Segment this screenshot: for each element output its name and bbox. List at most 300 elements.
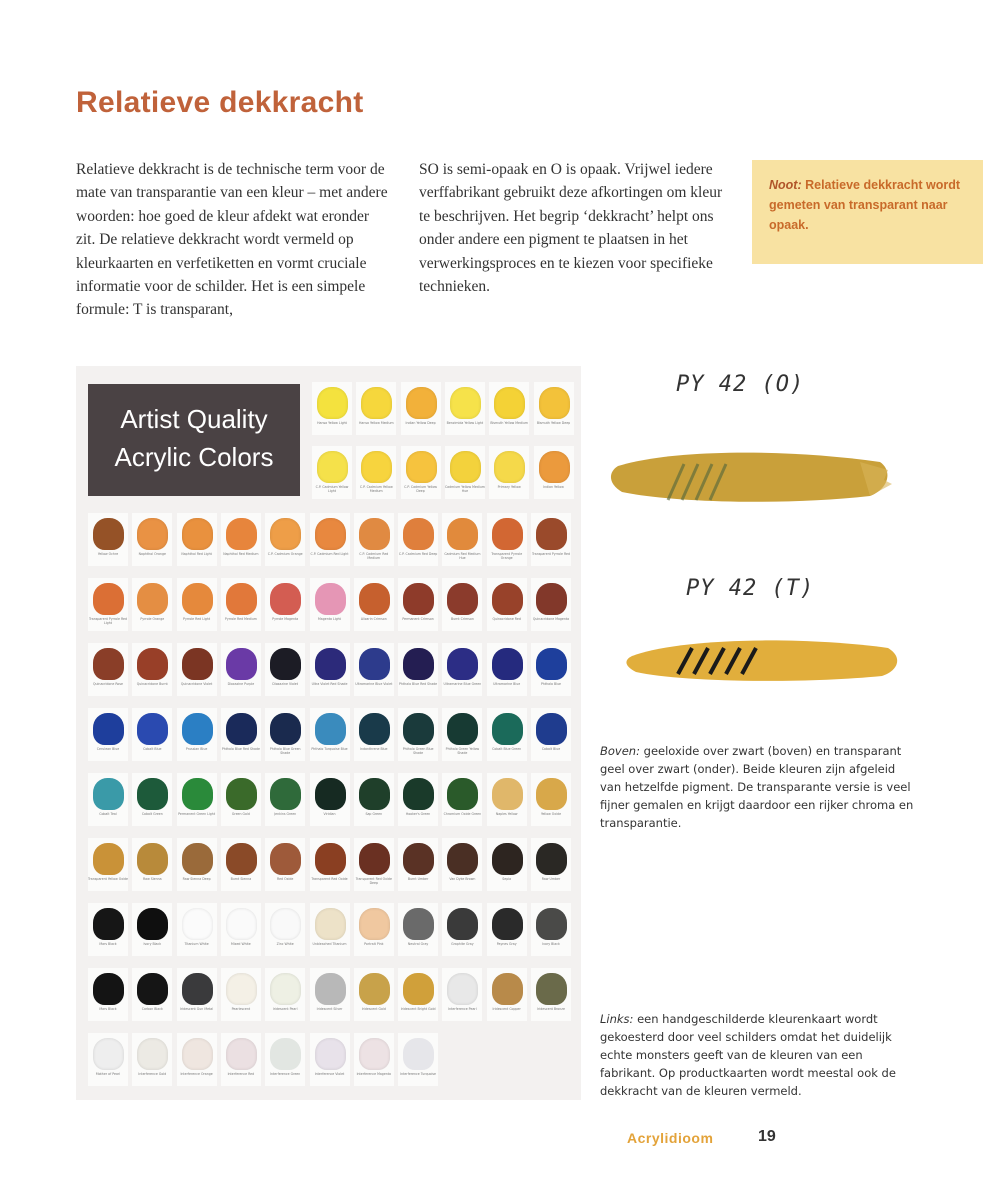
paint-blob: [536, 518, 567, 550]
paint-swatch-label: Transparent Pyrrole Orange: [491, 552, 523, 560]
paint-blob: [359, 583, 390, 615]
paint-swatch: [487, 968, 527, 1021]
paint-blob: [137, 648, 168, 680]
paint-swatch-label: Ivory Black: [143, 942, 162, 946]
paint-blob: [226, 843, 257, 875]
paint-blob: [182, 973, 213, 1005]
paint-swatch: [310, 1033, 350, 1086]
paint-swatch: [310, 968, 350, 1021]
paint-swatch: [442, 708, 482, 761]
paint-blob: [492, 778, 523, 810]
paint-swatch: [354, 1033, 394, 1086]
paint-swatch-label: Neutral Gray: [407, 942, 429, 946]
paint-swatch-label: Iridescent Gun Metal: [180, 1007, 214, 1011]
paint-swatch-label: Viridian: [323, 812, 336, 816]
paint-blob: [226, 648, 257, 680]
caption-bottom: [600, 1010, 918, 1100]
paint-blob: [447, 518, 478, 550]
paint-swatch-label: Ultramarine Blue Violet: [355, 682, 393, 686]
sample-bottom-paint: [626, 640, 897, 681]
paint-swatch-label: Hansa Yellow Light: [317, 421, 347, 425]
paint-swatch-label: Naphthol Orange: [138, 552, 166, 556]
sample-top-paint: [611, 453, 887, 502]
paint-swatch-label: Jenkins Green: [274, 812, 297, 816]
paint-swatch: [442, 578, 482, 631]
paint-swatch: [221, 903, 261, 956]
paint-blob: [359, 648, 390, 680]
caption-top-label: Boven:: [600, 744, 640, 758]
paint-blob: [403, 1038, 434, 1070]
paint-blob: [494, 451, 525, 483]
paint-swatch-label: Permanent Green Light: [178, 812, 216, 816]
paint-swatch-label: Phthalo Green Yellow Shade: [445, 747, 480, 755]
paint-swatch-label: Dioxazine Purple: [227, 682, 255, 686]
paint-swatch-label: Indanthrene Blue: [360, 747, 388, 751]
paint-swatch-label: Carbon Black: [141, 1007, 163, 1011]
paint-swatch: [132, 513, 172, 566]
paint-swatch: [354, 513, 394, 566]
paint-swatch-label: Interference Orange: [180, 1072, 213, 1076]
paint-swatch: [398, 1033, 438, 1086]
paint-blob: [93, 648, 124, 680]
paint-swatch: [531, 838, 571, 891]
paint-swatch-label: Iridescent Pearl: [272, 1007, 298, 1011]
paint-swatch-label: Raw Sienna Deep: [182, 877, 211, 881]
paint-swatch-label: Quinacridone Violet: [180, 682, 213, 686]
paint-blob: [137, 583, 168, 615]
paint-blob: [137, 713, 168, 745]
paint-swatch: [177, 903, 217, 956]
paint-swatch: [356, 446, 396, 499]
paint-blob: [359, 778, 390, 810]
paint-swatch: [489, 446, 529, 499]
paint-swatch: [132, 903, 172, 956]
paint-swatch: [132, 643, 172, 696]
paint-swatch-label: Cobalt Blue: [143, 747, 162, 751]
paint-swatch: [177, 838, 217, 891]
paint-swatch: [398, 643, 438, 696]
paint-swatch-label: Quinacridone Red: [492, 617, 521, 621]
paint-swatch-label: Bismuth Yellow Medium: [490, 421, 529, 425]
paint-swatch-label: Ultramarine Blue Green: [443, 682, 482, 686]
paint-blob: [359, 518, 390, 550]
paint-swatch: [177, 513, 217, 566]
paint-swatch: [310, 838, 350, 891]
paint-blob: [403, 713, 434, 745]
paint-swatch-label: Interference Violet: [314, 1072, 345, 1076]
paint-swatch-label: Unbleached Titanium: [312, 942, 347, 946]
paint-blob: [406, 451, 437, 483]
paint-swatch-label: Zinc White: [276, 942, 294, 946]
paint-swatch: [177, 968, 217, 1021]
paint-swatch-label: Titanium White: [184, 942, 209, 946]
paint-blob: [226, 583, 257, 615]
paint-swatch: [354, 968, 394, 1021]
paint-swatch-label: Cobalt Green: [141, 812, 163, 816]
caption-bottom-text: een handgeschilderde kleurenkaart wordt gekoesterd door veel schilders omdat het duidelijk echte monsters geeft van de kleuren van een fabrikant. Op productkaarten wordt meestal ook de dekkracht van de kleuren vermeld.: [600, 1012, 896, 1098]
paint-blob: [137, 843, 168, 875]
paint-swatch-label: Raw Umber: [541, 877, 561, 881]
paint-blob: [536, 713, 567, 745]
paint-swatch: [398, 513, 438, 566]
paint-swatch-label: C.P. Cadmium Red Medium: [359, 552, 389, 560]
paint-swatch-label: C.P. Cadmium Red Light: [310, 552, 349, 556]
paint-blob: [93, 583, 124, 615]
paint-swatch: [265, 773, 305, 826]
paint-blob: [315, 778, 346, 810]
paint-swatch-label: Phthalo Green Blue Shade: [402, 747, 434, 755]
paint-swatch-label: Indian Yellow: [543, 485, 564, 489]
paint-blob: [492, 583, 523, 615]
paint-swatch-label: Interference Turquoise: [400, 1072, 436, 1076]
paint-swatch-label: Iridescent Copper: [492, 1007, 521, 1011]
paint-blob: [359, 1038, 390, 1070]
paint-swatch: [265, 903, 305, 956]
body-paragraph-col2: SO is semi-opaak en O is opaak. Vrijwel iedere verffabrikant gebruikt deze afkortingen om kleur te beschrijven. Het begrip ‘dekkracht’ helpt ons onder andere een pigment te plaatsen in het verwerkingsproces en te kiezen voor specifieke technieken.: [419, 161, 723, 296]
paint-blob: [494, 387, 525, 419]
paint-swatch: [221, 643, 261, 696]
paint-swatch-label: Ultramarine Blue: [493, 682, 521, 686]
paint-blob: [447, 583, 478, 615]
paint-blob: [137, 778, 168, 810]
paint-blob: [315, 843, 346, 875]
paint-swatch: [310, 578, 350, 631]
paint-swatch-label: Mixed White: [231, 942, 251, 946]
paint-swatch: [88, 578, 128, 631]
paint-blob: [492, 843, 523, 875]
paint-blob: [315, 973, 346, 1005]
paint-swatch: [354, 903, 394, 956]
paint-blob: [536, 778, 567, 810]
paint-swatch: [88, 903, 128, 956]
paint-swatch-label: Cobalt Blue Green: [492, 747, 522, 751]
sample-bottom-label: PY 42 (T): [686, 576, 815, 601]
paint-blob: [93, 908, 124, 940]
paint-swatch-label: Dioxazine Violet: [272, 682, 298, 686]
paint-swatch-label: Magenta Light: [318, 617, 341, 621]
chart-title: [88, 384, 300, 496]
paint-swatch-label: C.P. Cadmium Yellow Deep: [404, 485, 438, 493]
paint-swatch: [221, 708, 261, 761]
paint-blob: [93, 843, 124, 875]
paint-swatch: [487, 903, 527, 956]
paint-blob: [270, 843, 301, 875]
paint-swatch: [487, 773, 527, 826]
paint-swatch-label: Raw Sienna: [143, 877, 162, 881]
paint-swatch-label: Sepia: [502, 877, 512, 881]
paint-blob: [270, 713, 301, 745]
paint-swatch: [177, 708, 217, 761]
paint-swatch-label: Green Gold: [231, 812, 250, 816]
paint-swatch-label: Pyrrole Magenta: [272, 617, 299, 621]
paint-swatch-label: Hooker's Green: [405, 812, 431, 816]
paint-blob: [492, 908, 523, 940]
paint-swatch-label: Iridescent Gold: [361, 1007, 386, 1011]
note-text: Relatieve dekkracht wordt gemeten van transparant naar opaak.: [769, 178, 961, 232]
paint-swatch-label: Cobalt Blue: [541, 747, 561, 751]
paint-blob: [492, 973, 523, 1005]
paint-blob: [182, 843, 213, 875]
paint-blob: [270, 908, 301, 940]
paint-swatch: [177, 578, 217, 631]
paint-swatch: [265, 578, 305, 631]
paint-swatch: [177, 1033, 217, 1086]
paint-blob: [137, 518, 168, 550]
paint-swatch-label: Cerulean Blue: [96, 747, 120, 751]
paint-blob: [270, 778, 301, 810]
paint-swatch-label: Pyrrole Red Medium: [224, 617, 257, 621]
paint-blob: [536, 583, 567, 615]
paint-swatch: [354, 708, 394, 761]
paint-swatch: [132, 968, 172, 1021]
paint-blob: [182, 518, 213, 550]
paint-swatch: [531, 968, 571, 1021]
paint-blob: [137, 973, 168, 1005]
paint-blob: [403, 778, 434, 810]
page-heading: Relatieve dekkracht: [76, 86, 364, 119]
paint-blob: [447, 908, 478, 940]
paint-swatch: [132, 1033, 172, 1086]
paint-swatch-label: Indian Yellow Deep: [405, 421, 436, 425]
paint-swatch: [177, 643, 217, 696]
paint-swatch: [442, 643, 482, 696]
paint-swatch: [310, 643, 350, 696]
paint-blob: [403, 843, 434, 875]
paint-swatch-label: Quinacridone Burnt: [136, 682, 168, 686]
paint-swatch: [401, 446, 441, 499]
paint-swatch-label: Interference Green: [270, 1072, 301, 1076]
paint-swatch: [132, 838, 172, 891]
paint-swatch-label: Transparent Pyrrole Red: [531, 552, 571, 556]
paint-swatch: [132, 773, 172, 826]
paint-swatch: [398, 903, 438, 956]
paint-swatch: [310, 773, 350, 826]
paint-swatch: [88, 773, 128, 826]
paint-swatch: [445, 446, 485, 499]
paint-swatch: [398, 773, 438, 826]
paint-swatch-label: Interference Magenta: [356, 1072, 392, 1076]
paint-swatch-label: Portrait Pink: [364, 942, 384, 946]
paint-swatch: [221, 838, 261, 891]
paint-blob: [226, 973, 257, 1005]
paint-swatch-label: Primary Yellow: [497, 485, 521, 489]
paint-swatch-label: Phthalo Blue Green Shade: [269, 747, 301, 755]
paint-blob: [447, 843, 478, 875]
paint-blob: [182, 648, 213, 680]
paint-swatch-label: Burnt Sienna: [230, 877, 252, 881]
paint-swatch-label: C.P. Cadmium Red Deep: [398, 552, 438, 556]
paint-blob: [536, 973, 567, 1005]
paint-swatch-label: Cadmium Red Medium Hue: [444, 552, 481, 560]
paint-blob: [359, 843, 390, 875]
paint-swatch-label: Iridescent Silver: [316, 1007, 343, 1011]
paint-blob: [536, 908, 567, 940]
paint-swatch: [442, 968, 482, 1021]
paint-swatch: [310, 513, 350, 566]
paint-swatch-label: Graphite Gray: [451, 942, 474, 946]
paint-swatch: [88, 1033, 128, 1086]
paint-blob: [536, 843, 567, 875]
paint-blob: [270, 583, 301, 615]
paint-swatch-label: Interference Pearl: [448, 1007, 477, 1011]
paint-blob: [403, 908, 434, 940]
paint-blob: [492, 518, 523, 550]
paint-blob: [492, 648, 523, 680]
paint-swatch-label: Red Oxide: [277, 877, 294, 881]
note-label: Noot:: [769, 178, 802, 192]
sample-top-stroke: [600, 440, 900, 520]
paint-swatch: [531, 513, 571, 566]
paint-swatch: [265, 838, 305, 891]
paint-blob: [447, 973, 478, 1005]
paint-blob: [226, 713, 257, 745]
paint-swatch: [442, 903, 482, 956]
paint-swatch-label: Chromium Oxide Green: [443, 812, 482, 816]
paint-blob: [182, 713, 213, 745]
paint-swatch-label: Pyrrole Orange: [140, 617, 165, 621]
paint-swatch-label: Phthalo Blue Red Shade: [221, 747, 260, 751]
paint-blob: [270, 648, 301, 680]
paint-blob: [359, 908, 390, 940]
paint-swatch: [354, 838, 394, 891]
paint-blob: [403, 648, 434, 680]
paint-swatch: [310, 903, 350, 956]
paint-swatch-label: Pearlescent: [231, 1007, 251, 1011]
paint-blob: [317, 387, 348, 419]
paint-blob: [315, 908, 346, 940]
paint-blob: [93, 713, 124, 745]
paint-swatch: [401, 382, 441, 435]
paint-blob: [137, 1038, 168, 1070]
paint-blob: [539, 387, 570, 419]
paint-swatch: [356, 382, 396, 435]
paint-swatch-label: Yellow Ochre: [97, 552, 119, 556]
paint-blob: [315, 648, 346, 680]
paint-swatch-label: Cobalt Teal: [99, 812, 117, 816]
sample-bottom-stroke: [620, 626, 910, 696]
paint-swatch-label: Permanent Crimson: [402, 617, 434, 621]
sample-top-label: PY 42 (O): [676, 372, 805, 397]
chart-title-line2: Acrylic Colors: [114, 442, 274, 472]
paint-swatch: [221, 968, 261, 1021]
caption-top-text: geeloxide over zwart (boven) en transparant geel over zwart (onder). Beide kleuren zijn afgeleid van hetzelfde pigment. De transparante versie is veel fijner gemalen en krijgt daardoor een rijker chroma en transparantie.: [600, 744, 914, 830]
paint-blob: [447, 778, 478, 810]
paint-swatch: [88, 643, 128, 696]
paint-blob: [182, 908, 213, 940]
paint-swatch: [265, 968, 305, 1021]
paint-swatch: [531, 578, 571, 631]
paint-swatch-label: Paynes Gray: [496, 942, 517, 946]
paint-swatch-label: Naphthol Red Medium: [223, 552, 259, 556]
paint-blob: [182, 778, 213, 810]
paint-swatch: [265, 1033, 305, 1086]
paint-swatch-label: Alizarin Crimson: [360, 617, 387, 621]
paint-swatch-label: Benzimida Yellow Light: [446, 421, 484, 425]
chart-title-line1: Artist Quality: [120, 404, 268, 434]
paint-blob: [270, 518, 301, 550]
paint-swatch-label: Ultra Violet Red Shade: [311, 682, 348, 686]
paint-swatch: [398, 968, 438, 1021]
paint-swatch-label: Phthalo Blue Red Shade: [399, 682, 438, 686]
footer-page-number: 19: [758, 1128, 776, 1145]
paint-swatch: [132, 708, 172, 761]
color-chart: [76, 366, 581, 1100]
paint-swatch-label: Transparent Pyrrole Red Light: [88, 617, 128, 625]
paint-swatch: [88, 838, 128, 891]
paint-blob: [450, 451, 481, 483]
paint-swatch: [354, 773, 394, 826]
paint-swatch-label: Naphthol Red Light: [181, 552, 212, 556]
paint-swatch: [398, 578, 438, 631]
paint-blob: [93, 778, 124, 810]
paint-swatch: [132, 578, 172, 631]
paint-blob: [361, 451, 392, 483]
paint-blob: [403, 973, 434, 1005]
paint-swatch: [221, 773, 261, 826]
paint-swatch-label: Burnt Umber: [407, 877, 429, 881]
paint-swatch: [534, 382, 574, 435]
paint-swatch-label: Burnt Crimson: [450, 617, 474, 621]
paint-swatch: [312, 382, 352, 435]
paint-swatch-label: Transparent Yellow Oxide: [88, 877, 128, 881]
paint-swatch: [265, 643, 305, 696]
paint-blob: [137, 908, 168, 940]
caption-bottom-label: Links:: [600, 1012, 634, 1026]
paint-swatch: [265, 513, 305, 566]
paint-swatch-label: Quinacridone Magenta: [532, 617, 570, 621]
paint-swatch-label: Ivory Black: [542, 942, 560, 946]
paint-blob: [403, 583, 434, 615]
paint-swatch: [312, 446, 352, 499]
paint-blob: [539, 451, 570, 483]
paint-blob: [359, 973, 390, 1005]
paint-swatch-label: Interference Red: [227, 1072, 255, 1076]
paint-swatch: [489, 382, 529, 435]
paint-swatch: [354, 643, 394, 696]
paint-swatch-label: Phthalo Turquoise Blue: [311, 747, 348, 751]
paint-swatch-label: Prussian Blue: [185, 747, 208, 751]
paint-swatch-label: Mars Black: [99, 942, 117, 946]
paint-blob: [315, 583, 346, 615]
paint-blob: [226, 518, 257, 550]
paint-swatch-label: Sap Green: [365, 812, 383, 816]
paint-blob: [450, 387, 481, 419]
paint-swatch-label: Bismuth Yellow Deep: [536, 421, 571, 425]
paint-swatch-label: Iridescent Bright Gold: [400, 1007, 436, 1011]
paint-swatch-label: Phthalo Blue: [540, 682, 562, 686]
paint-swatch: [310, 708, 350, 761]
paint-blob: [93, 1038, 124, 1070]
paint-swatch: [354, 578, 394, 631]
paint-swatch: [88, 513, 128, 566]
paint-blob: [93, 518, 124, 550]
paint-swatch-label: C.P. Cadmium Yellow Light: [315, 485, 349, 493]
paint-swatch: [531, 643, 571, 696]
paint-blob: [226, 1038, 257, 1070]
paint-swatch: [221, 578, 261, 631]
paint-blob: [315, 713, 346, 745]
paint-swatch-label: C.P. Cadmium Orange: [267, 552, 303, 556]
paint-swatch: [398, 708, 438, 761]
paint-swatch-label: Van Dyke Brown: [449, 877, 476, 881]
paint-swatch: [487, 838, 527, 891]
paint-swatch: [487, 708, 527, 761]
paint-swatch-label: Pyrrole Red Light: [183, 617, 211, 621]
paint-swatch: [88, 968, 128, 1021]
paint-swatch-label: Naples Yellow: [495, 812, 518, 816]
footer-book-title: Acrylidioom: [627, 1130, 714, 1146]
paint-blob: [270, 1038, 301, 1070]
